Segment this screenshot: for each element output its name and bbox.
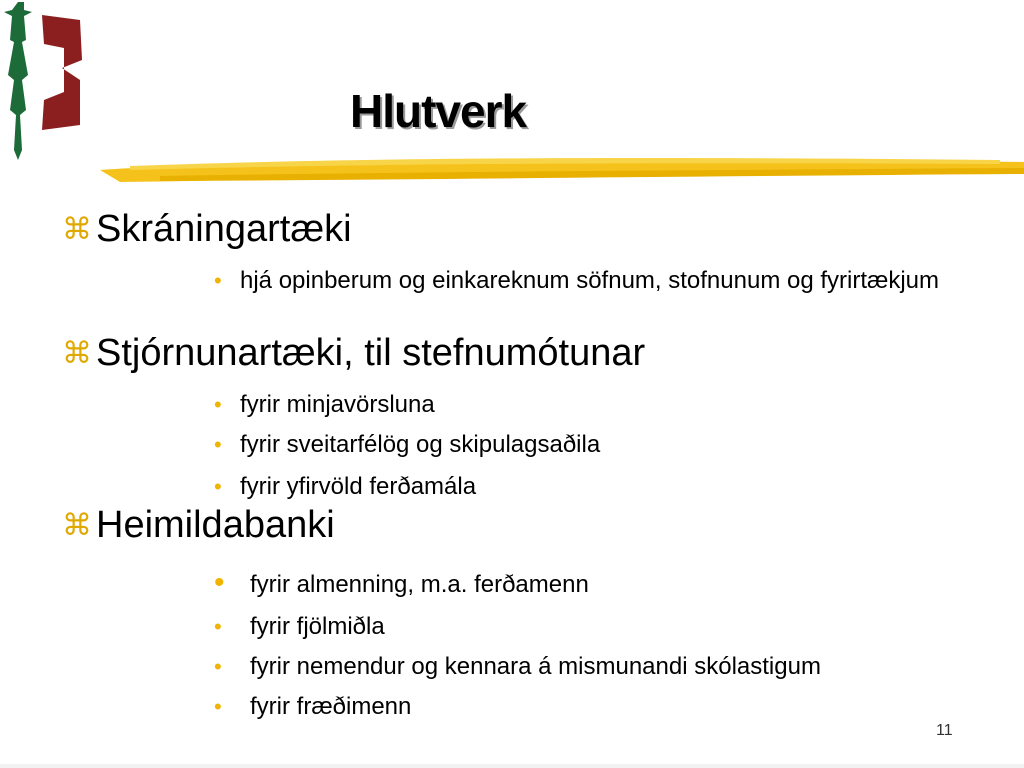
divider — [0, 764, 1024, 768]
section-heading: ⌘ Stjórnunartæki, til stefnumótunar — [62, 332, 646, 374]
list-item: • fyrir fræðimenn — [214, 690, 411, 724]
list-item: • fyrir nemendur og kennara á mismunandi skólastigum — [214, 650, 821, 684]
bullet-dot-icon: • — [214, 654, 222, 679]
list-item: • fyrir yfirvöld ferðamála — [214, 470, 476, 504]
list-item: • fyrir sveitarfélög og skipulagsaðila — [214, 428, 600, 462]
bullet-dot-icon: • — [214, 474, 222, 499]
bullet-command-icon: ⌘ — [62, 337, 92, 370]
list-item: • hjá opinberum og einkareknum söfnum, stofnunum og fyrirtækjum — [214, 264, 940, 298]
brush-stroke-divider — [100, 148, 1024, 186]
bullet-command-icon: ⌘ — [62, 509, 92, 542]
bullet-dot-icon: • — [214, 566, 225, 599]
bullet-dot-icon: • — [214, 392, 222, 417]
bullet-dot-icon: • — [214, 268, 222, 293]
slide-title: Hlutverk — [350, 85, 527, 137]
bullet-dot-icon: • — [214, 614, 222, 639]
bullet-dot-icon: • — [214, 694, 222, 719]
page-number: 11 — [936, 722, 953, 739]
section-heading: ⌘ Heimildabanki — [62, 504, 335, 546]
bullet-dot-icon: • — [214, 432, 222, 457]
list-item: • fyrir minjavörsluna — [214, 388, 435, 422]
bullet-command-icon: ⌘ — [62, 213, 92, 246]
section-heading: ⌘ Skráningartæki — [62, 208, 352, 250]
list-item: • fyrir fjölmiðla — [214, 610, 385, 644]
list-item: • fyrir almenning, m.a. ferðamenn — [214, 566, 589, 599]
logo-icon — [0, 0, 90, 165]
